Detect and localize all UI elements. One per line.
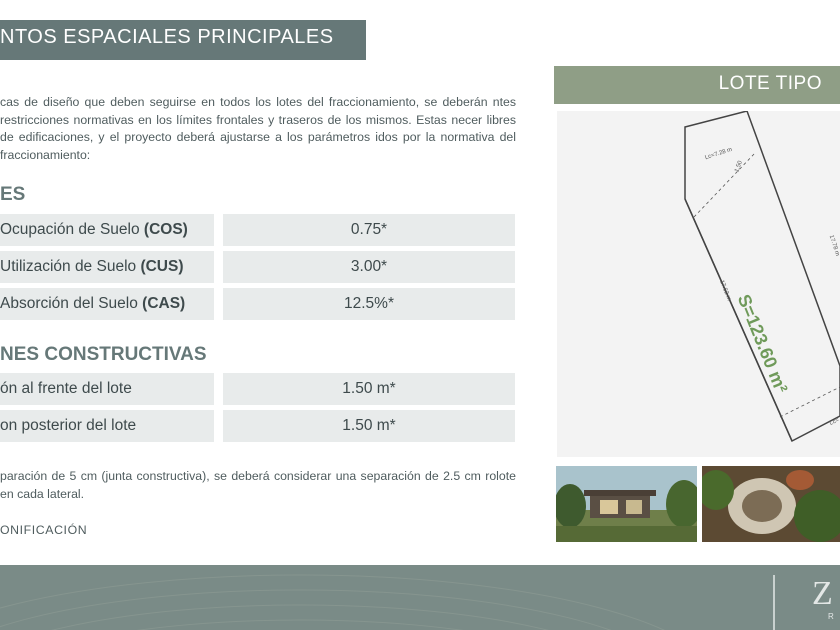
dim-bottom-label: Lc= [828,417,840,427]
garden-render-photo [702,466,840,542]
lote-title: LOTE TIPO [718,73,822,94]
rear-setback-line [780,387,840,417]
table-row-label: ón al frente del lote [0,373,214,405]
footnote-label: ONIFICACIÓN [0,523,88,537]
intro-paragraph: cas de diseño que deben seguirse en todos los lotes del fraccionamiento, se deberán ntes restricciones normativas en los límites frontales y traseros de los mismos. Estas necer libres de edificaciones, y el proyecto deberá ajustarse a los parámetros idos por la normativa del fraccionamiento: [0,95,516,162]
table-row-label: on posterior del lote [0,410,214,442]
row-label-code: (CUS) [140,258,184,275]
table-row-value: 12.5%* [223,288,515,320]
footer-band [0,565,840,630]
house-render-photo [556,466,697,542]
row-label-text: Utilización de Suelo [0,258,141,275]
section-heading-coeficientes: ES [0,184,26,205]
lot-plan-drawing [557,111,840,457]
table-row-label [0,288,214,320]
section-heading-restricciones: NES CONSTRUCTIVAS [0,344,207,365]
note-paragraph: paración de 5 cm (junta constructiva), se deberá considerar una separación de 2.5 cm rolote en cada lateral. [0,469,516,501]
table-row-value: 3.00* [223,251,515,283]
brand-logo-sub: R [828,612,836,621]
row-label-text: Ocupación de Suelo [0,221,144,238]
row-label-code: (CAS) [142,295,186,312]
row-label-code: (COS) [143,221,188,238]
table-row-value: 1.50 m* [223,373,515,405]
front-setback-line [694,153,755,217]
lot-area-label: S=123.60 m² [733,291,792,396]
table-row-value: 1.50 m* [223,410,515,442]
dim-right-label: 17.78 m [827,234,840,257]
brand-logo-letter: Z [812,575,833,612]
table-row-label [0,214,214,246]
dim-top-label: Lc=7.28 m [704,146,734,162]
lot-left-edge [685,199,792,441]
page-title: NTOS ESPACIALES PRINCIPALES [0,26,334,48]
dim-left-label: 17.62 m [718,279,732,302]
dim-setback-label: 1.50 [734,160,744,174]
table-row-label [0,251,214,283]
row-label-text: Absorción del Suelo [0,295,143,312]
footer-divider [773,575,775,630]
table-row-value: 0.75* [223,214,515,246]
